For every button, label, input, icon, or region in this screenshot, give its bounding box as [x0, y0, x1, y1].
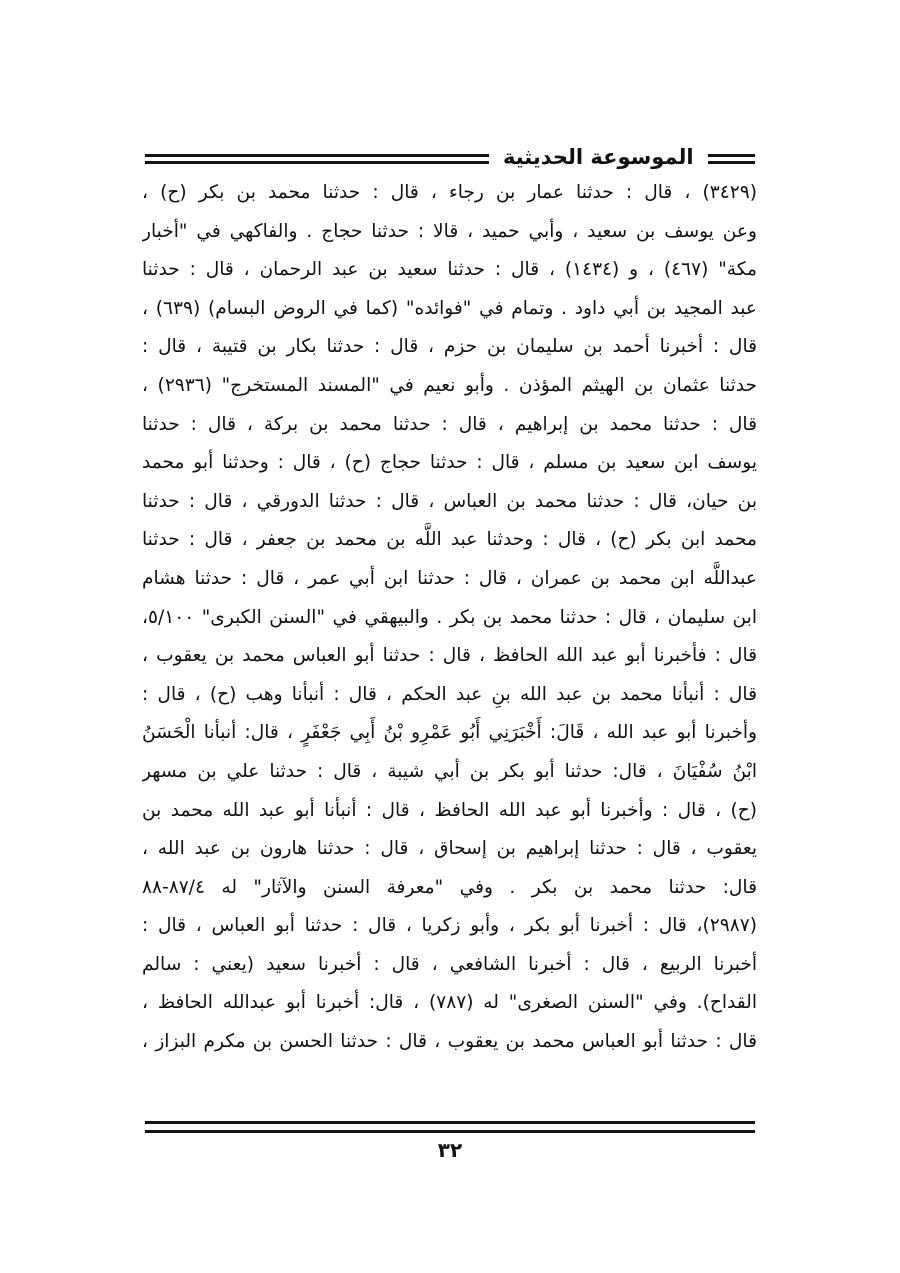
text-line: قال : حدثنا محمد بن إبراهيم ، قال : حدثنا محمد بن بركة ، قال : حدثنا [142, 413, 757, 435]
header-title: الموسوعة الحديثية [502, 144, 694, 169]
body-text [142, 174, 757, 1062]
text-line: قال : أخبرنا أحمد بن سليمان بن حزم ، قال : حدثنا بكار بن قتيبة ، قال : [142, 336, 757, 358]
text-line: وأخبرنا أبو عبد الله ، قَالَ: أَخْبَرَنِي أَبُو عَمْرِو بْنُ أَبِي جَعْفَرٍ ، قال: أنبأنا الْحَسَنُ [142, 722, 757, 744]
header-rule-left [145, 154, 489, 164]
text-line: ابْنُ سُفْيَانَ ، قال: حدثنا أبو بكر بن أبي شيبة ، قال : حدثنا علي بن مسهر [142, 760, 757, 782]
text-line: عبداللَّه ابن محمد بن عمران ، قال : حدثنا ابن أبي عمر ، قال : حدثنا هشام [142, 567, 757, 589]
text-line: أخبرنا الربيع ، قال : أخبرنا الشافعي ، قال : أخبرنا سعيد (يعني : سالم [142, 953, 757, 975]
text-line: يوسف ابن سعيد بن مسلم ، قال : حدثنا حجاج (ح) ، قال : وحدثنا أبو محمد [142, 452, 757, 474]
text-line: قال : حدثنا أبو العباس محمد بن يعقوب ، قال : حدثنا الحسن بن مكرم البزاز ، [142, 1031, 757, 1053]
text-line: وعن يوسف بن سعيد ، وأبي حميد ، قالا : حدثنا حجاج . والفاكهي في "أخبار [142, 220, 757, 242]
footer-rule [145, 1121, 755, 1133]
text-line: يعقوب ، قال : حدثنا إبراهيم بن إسحاق ، قال : حدثنا هارون بن عبد الله ، [142, 838, 757, 860]
text-line: (ح) ، قال : وأخبرنا أبو عبد الله الحافظ ، قال : أنبأنا أبو عبد الله محمد بن [142, 799, 757, 821]
text-line: محمد ابن بكر (ح) ، قال : وحدثنا عبد اللَّه بن محمد بن جعفر ، قال : حدثنا [142, 529, 757, 551]
text-line: (٢٩٨٧)، قال : أخبرنا أبو بكر ، وأبو زكريا ، قال : حدثنا أبو العباس ، قال : [142, 915, 757, 937]
running-header [145, 140, 755, 174]
text-line: قال: حدثنا محمد بن بكر . وفي "معرفة السنن والآثار" له ٨٧/٤-٨٨ [142, 876, 757, 898]
text-line: بن حيان، قال : حدثنا محمد بن العباس ، قال : حدثنا الدورقي ، قال : حدثنا [142, 490, 757, 512]
text-line: قال : أنبأنا محمد بن عبد الله بنِ عبد الحكم ، قال : أنبأنا وهب (ح) ، قال : [142, 683, 757, 705]
header-rule-right [708, 154, 755, 164]
text-line: القداح). وفي "السنن الصغرى" له (٧٨٧) ، قال: أخبرنا أبو عبدالله الحافظ ، [142, 992, 757, 1014]
text-line: حدثنا عثمان بن الهيثم المؤذن . وأبو نعيم في "المسند المستخرج" (٢٩٣٦) ، [142, 374, 757, 396]
text-line: عبد المجيد بن أبي داود . وتمام في "فوائده" (كما في الروض البسام) (٦٣٩) ، [142, 297, 757, 319]
text-line: (٣٤٢٩) ، قال : حدثنا عمار بن رجاء ، قال : حدثنا محمد بن بكر (ح) ، [142, 182, 757, 203]
page-number: ٣٢ [437, 1138, 463, 1162]
text-line: ابن سليمان ، قال : حدثنا محمد بن بكر . والبيهقي في "السنن الكبرى" ٥/١٠٠، [142, 606, 757, 628]
text-line: مكة" (٤٦٧) ، و (١٤٣٤) ، قال : حدثنا سعيد بن عبد الرحمان ، قال : حدثنا [142, 259, 757, 281]
text-line: قال : فأخبرنا أبو عبد الله الحافظ ، قال : حدثنا أبو العباس محمد بن يعقوب ، [142, 645, 757, 667]
